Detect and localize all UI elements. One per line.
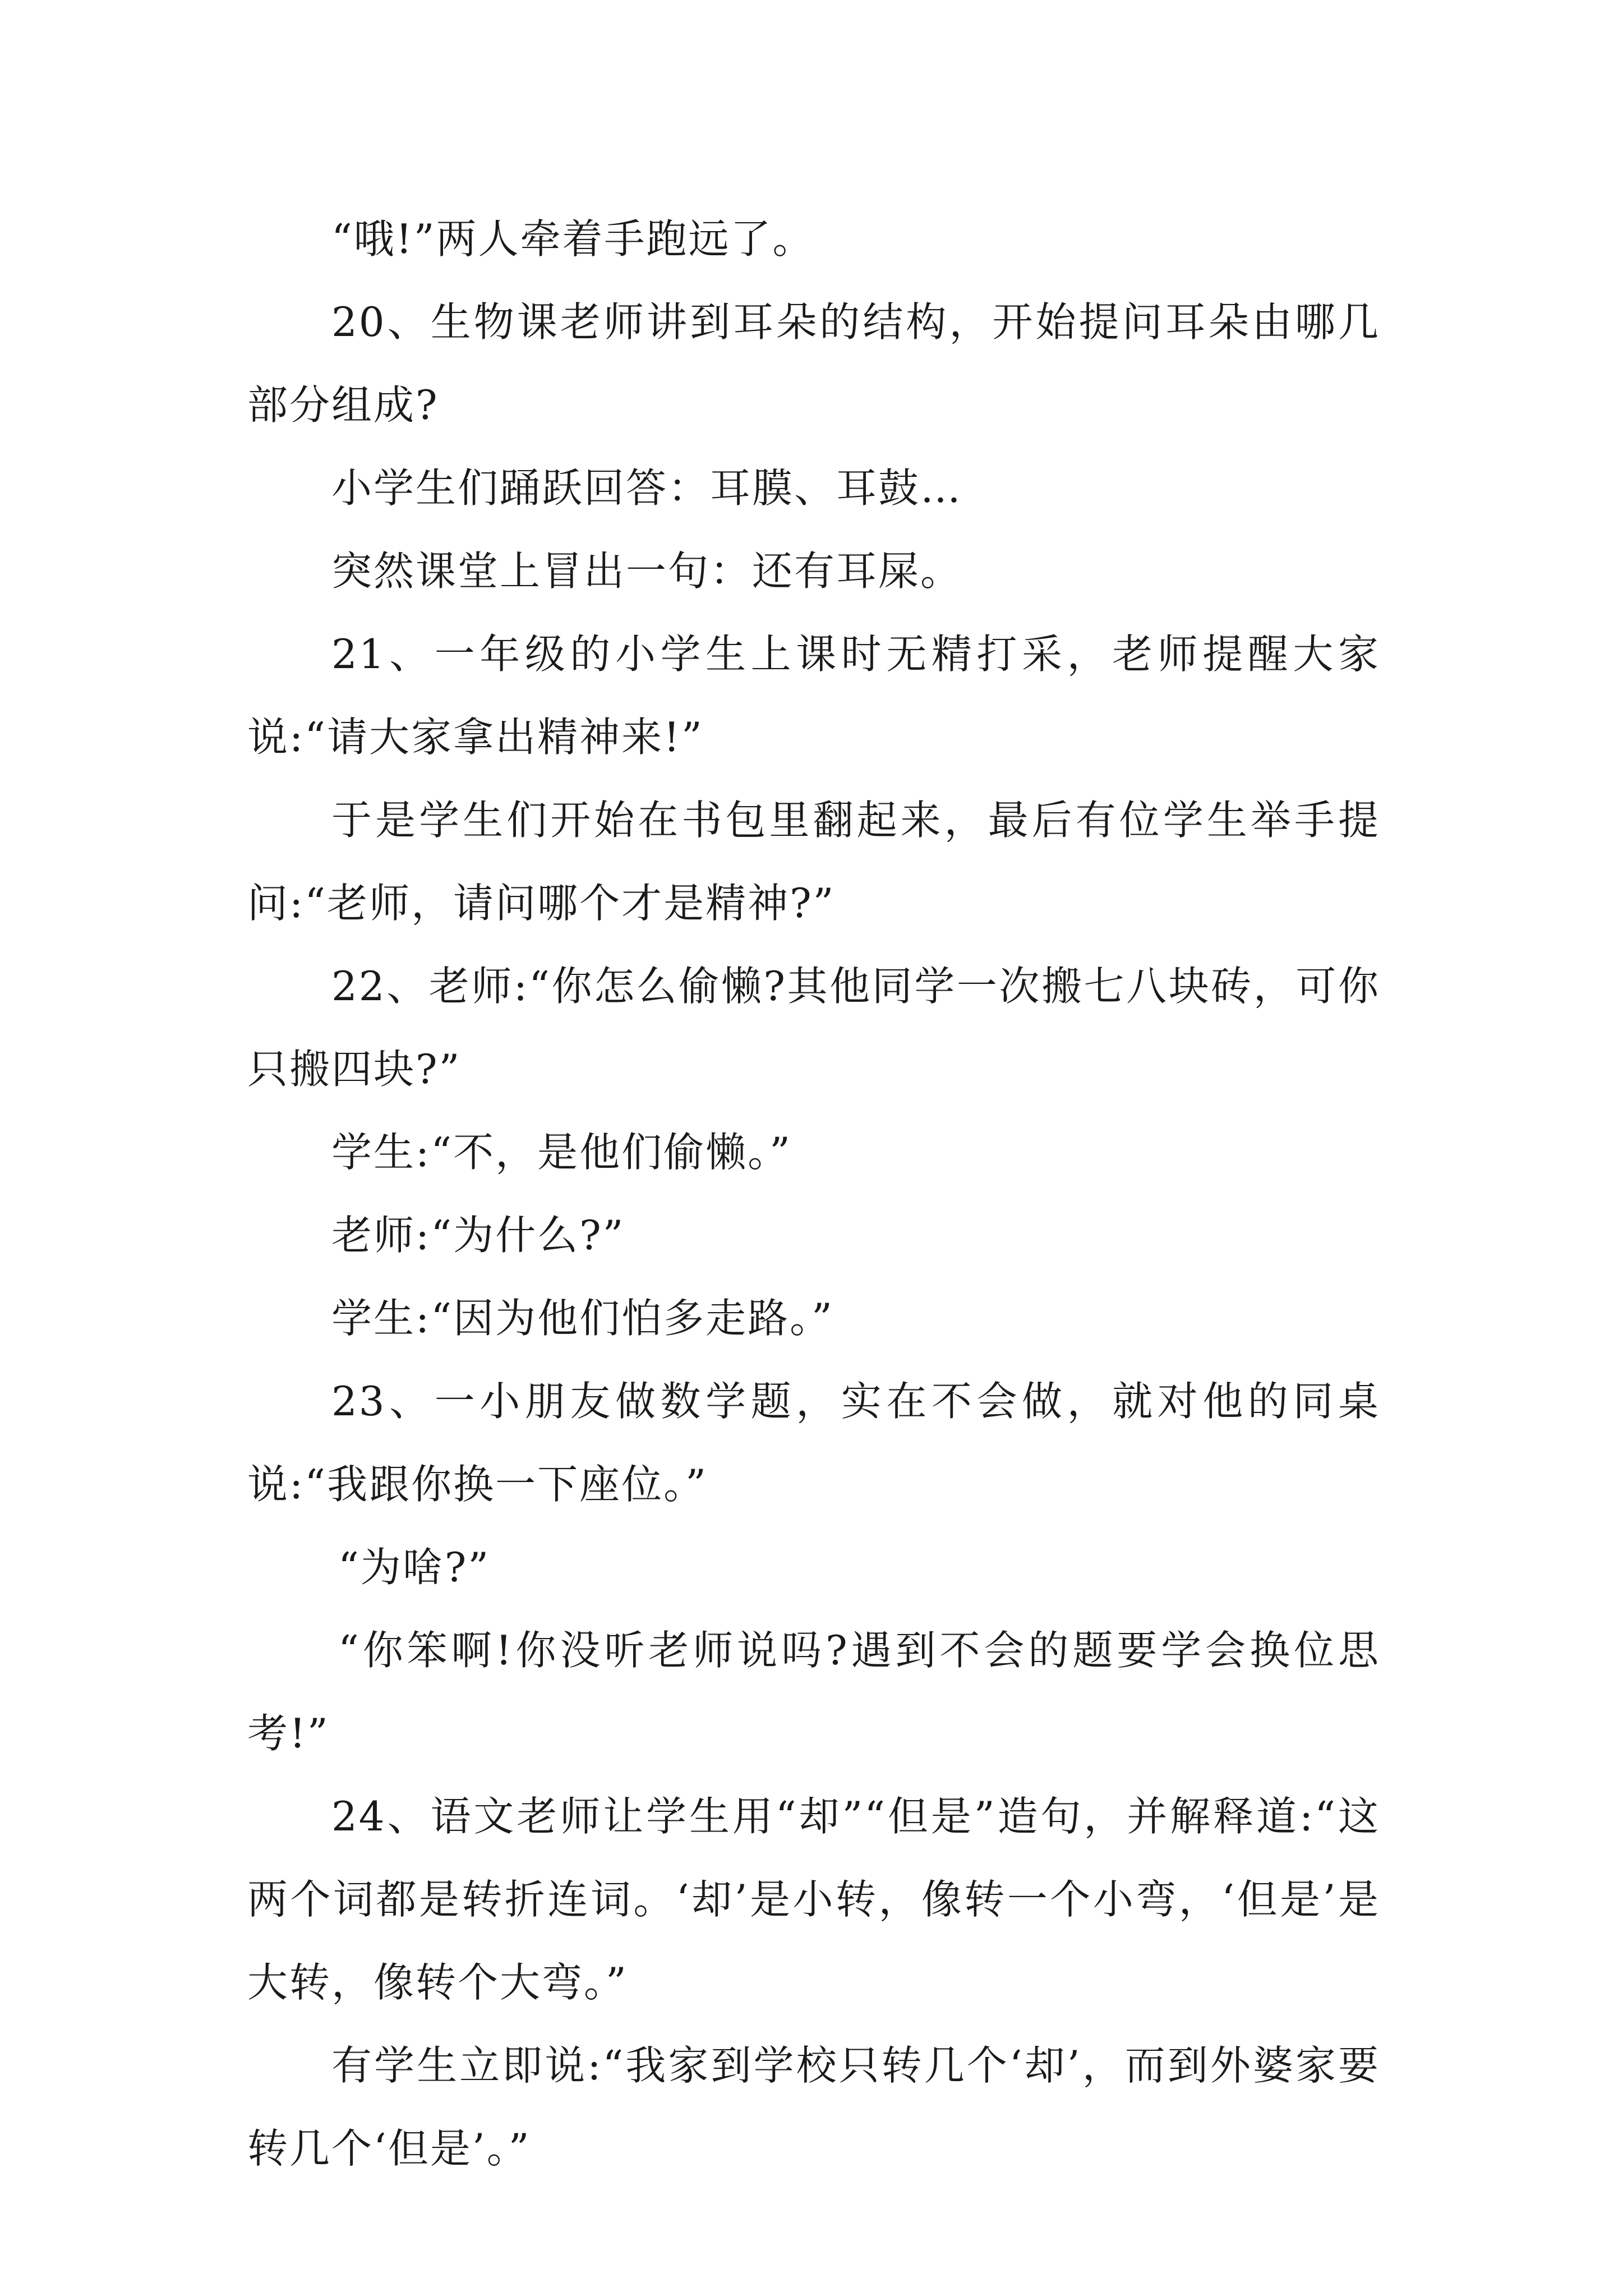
paragraph: 20、生物课老师讲到耳朵的结构，开始提问耳朵由哪几部分组成? — [247, 298, 1380, 429]
paragraph: “你笨啊!你没听老师说吗?遇到不会的题要学会换位思考!” — [247, 1627, 1380, 1757]
paragraph: “为啥?” — [338, 1544, 491, 1591]
paragraph: 21、一年级的小学生上课时无精打采，老师提醒大家说:“请大家拿出精神来!” — [247, 631, 1380, 761]
paragraph: 老师:“为什么?” — [331, 1212, 625, 1259]
paragraph: 23、一小朋友做数学题，实在不会做，就对他的同桌说:“我跟你换一下座位。” — [247, 1378, 1380, 1508]
paragraph: 突然课堂上冒出一句：还有耳屎。 — [331, 547, 963, 595]
paragraph: 于是学生们开始在书包里翻起来，最后有位学生举手提问:“老师，请问哪个才是精神?” — [247, 797, 1380, 927]
paragraph: 24、语文老师让学生用“却”“但是”造句，并解释道:“这两个词都是转折连词。‘却’是小转，像转一个小弯，‘但是’是大转，像转个大弯。” — [247, 1793, 1380, 2006]
paragraph: 有学生立即说:“我家到学校只转几个‘却’，而到外婆家要转几个‘但是’。” — [247, 2042, 1380, 2172]
paragraph: 学生:“不，是他们偷懒。” — [331, 1129, 792, 1176]
document-body — [247, 197, 1380, 2190]
paragraph: “哦!”两人牵着手跑远了。 — [331, 215, 815, 263]
paragraph: 学生:“因为他们怕多走路。” — [331, 1295, 834, 1342]
paragraph: 22、老师:“你怎么偷懒?其他同学一次搬七八块砖，可你只搬四块?” — [247, 963, 1380, 1093]
paragraph: 小学生们踊跃回答：耳膜、耳鼓… — [331, 464, 963, 512]
